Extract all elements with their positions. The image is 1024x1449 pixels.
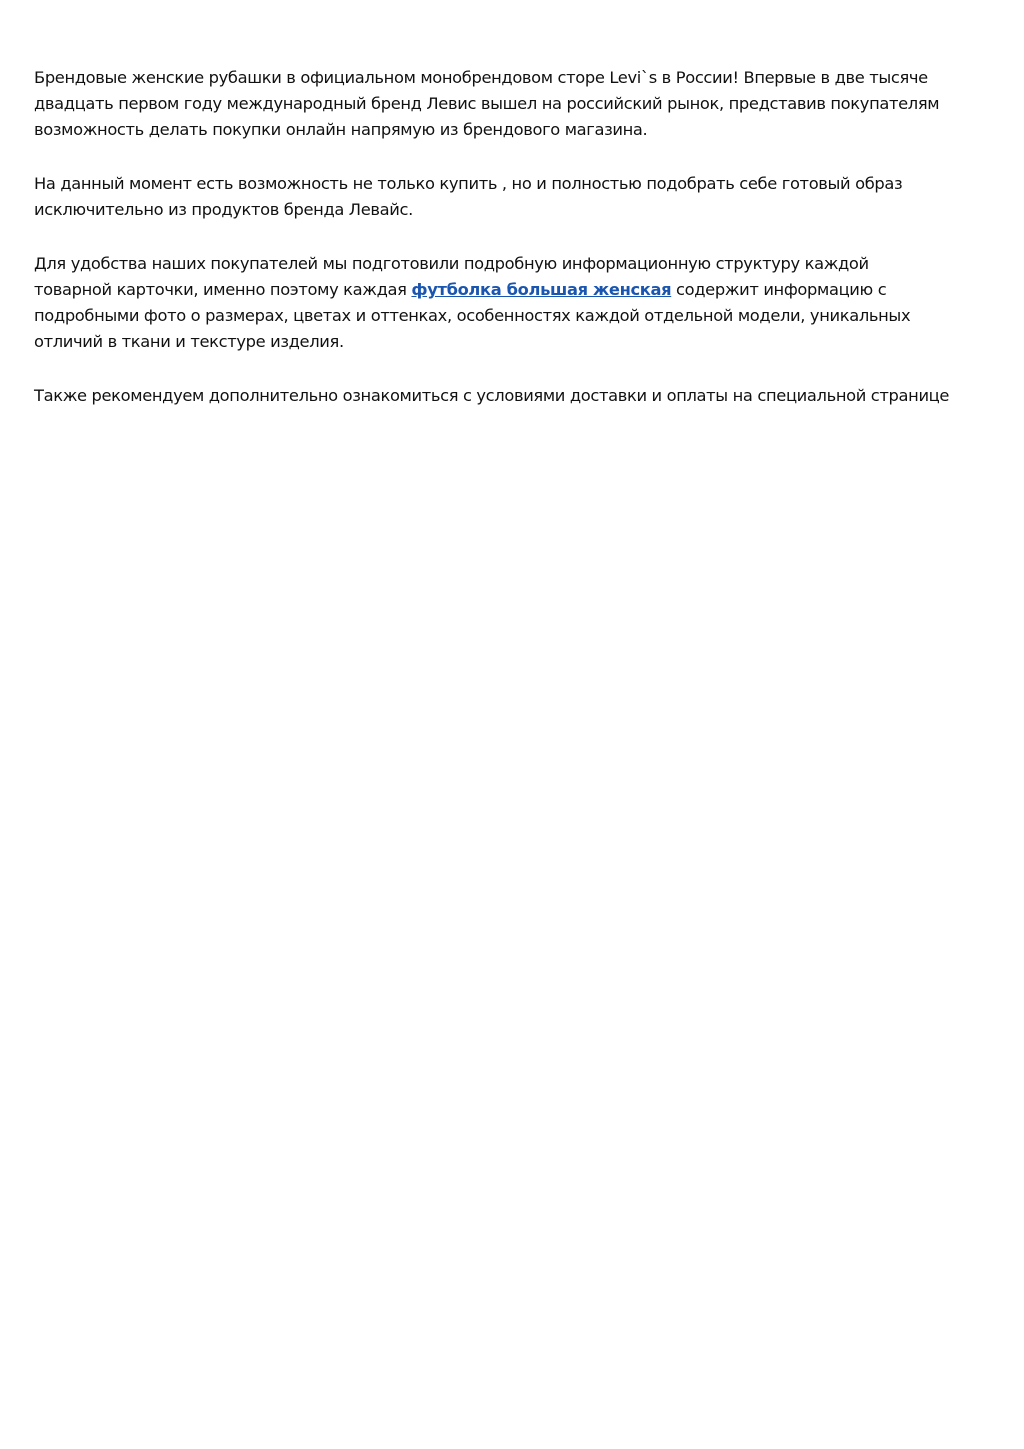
text-line: Брендовые женские рубашки в официальном монобрендовом сторе Levi`s в России! Впервые в две тысяче — [34, 68, 928, 87]
text-fragment: товарной карточки, именно поэтому каждая — [34, 280, 412, 299]
paragraph-outfit — [34, 171, 996, 223]
text-line: Для удобства наших покупателей мы подготовили подробную информационную структуру каждой — [34, 254, 869, 273]
product-link[interactable]: футболка большая женская — [411, 280, 672, 299]
text-line: двадцать первом году международный бренд Левис вышел на российский рынок, представив покупателям — [34, 94, 940, 113]
text-fragment: содержит информацию с — [671, 280, 887, 299]
text-line-with-link — [34, 277, 996, 303]
paragraph-product-card — [34, 251, 996, 355]
document-body — [34, 65, 996, 437]
paragraph-delivery — [34, 383, 996, 409]
text-line: возможность делать покупки онлайн напрямую из брендового магазина. — [34, 120, 648, 139]
text-line: На данный момент есть возможность не только купить , но и полностью подобрать себе готовый образ — [34, 174, 903, 193]
text-line: исключительно из продуктов бренда Левайс. — [34, 200, 413, 219]
paragraph-intro — [34, 65, 996, 143]
text-line: подробными фото о размерах, цветах и оттенках, особенностях каждой отдельной модели, уникальных — [34, 306, 911, 325]
text-line: отличий в ткани и текстуре изделия. — [34, 332, 344, 351]
text-line: Также рекомендуем дополнительно ознакомиться с условиями доставки и оплаты на специальной странице — [34, 386, 950, 405]
